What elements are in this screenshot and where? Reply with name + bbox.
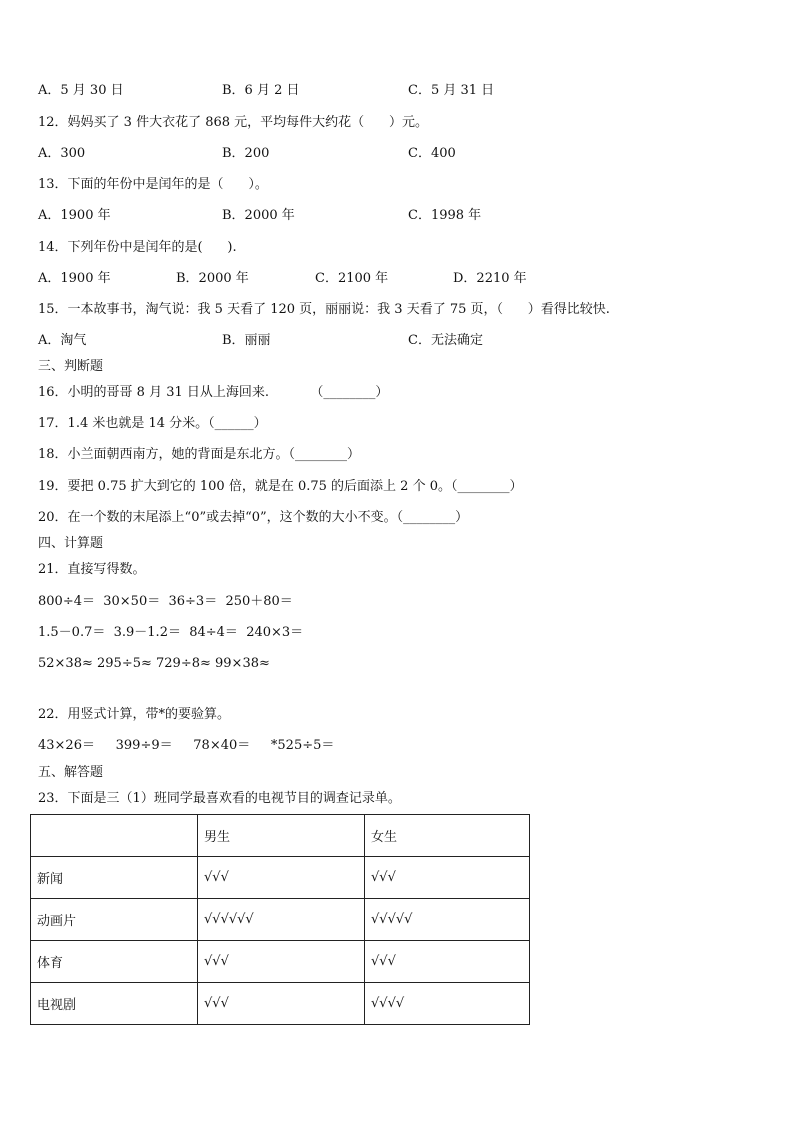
- table-cell: √√√: [365, 941, 530, 983]
- q21-row-3: 52×38≈ 295÷5≈ 729÷8≈ 99×38≈: [38, 656, 270, 671]
- table-row: [31, 857, 530, 899]
- q13-option-c: C．1998 年: [408, 208, 482, 223]
- table-cell: √√√: [198, 857, 365, 899]
- table-header-cell: 女生: [365, 815, 530, 857]
- table-header-cell: 男生: [198, 815, 365, 857]
- table-cell: 动画片: [31, 899, 198, 941]
- table-cell: 电视剧: [31, 983, 198, 1025]
- q14-option-a: A．1900 年: [38, 271, 111, 286]
- q21-stem: 21．直接写得数。: [38, 562, 146, 577]
- q15-option-a: A．淘气: [38, 333, 87, 348]
- q15-stem: 15．一本故事书，淘气说：我 5 天看了 120 页，丽丽说：我 3 天看了 75 页，（ ）看得比较快.: [38, 302, 610, 317]
- q12-option-c: C．400: [408, 146, 456, 161]
- q15-option-c: C．无法确定: [408, 333, 483, 348]
- table-cell: √√√√: [365, 983, 530, 1025]
- q16: 16．小明的哥哥 8 月 31 日从上海回来. （________）: [38, 385, 389, 400]
- q15-option-b: B．丽丽: [222, 333, 271, 348]
- table-cell: 体育: [31, 941, 198, 983]
- q12-stem: 12．妈妈买了 3 件大衣花了 868 元，平均每件大约花（ ）元。: [38, 115, 428, 130]
- q20: 20．在一个数的末尾添上“0”或去掉“0”，这个数的大小不变。（________）: [38, 510, 469, 525]
- section-heading-calculation: 四、计算题: [38, 536, 104, 551]
- q23-stem: 23．下面是三（1）班同学最喜欢看的电视节目的调查记录单。: [38, 791, 401, 806]
- q11-option-b: B．6 月 2 日: [222, 83, 300, 98]
- section-heading-judgement: 三、判断题: [38, 359, 104, 374]
- table-row: [31, 983, 530, 1025]
- table-cell: √√√: [365, 857, 530, 899]
- q14-option-c: C．2100 年: [315, 271, 389, 286]
- q22-row: 43×26＝ 399÷9＝ 78×40＝ *525÷5＝: [38, 738, 335, 753]
- q21-row-1: 800÷4＝ 30×50＝ 36÷3＝ 250＋80＝: [38, 594, 293, 609]
- table-row: [31, 899, 530, 941]
- q12-option-b: B．200: [222, 146, 270, 161]
- section-heading-word-problems: 五、解答题: [38, 765, 104, 780]
- table-header-cell: [31, 815, 198, 857]
- table-cell: √√√√√√: [198, 899, 365, 941]
- q13-stem: 13．下面的年份中是闰年的是（ ）。: [38, 177, 268, 192]
- q21-row-2: 1.5－0.7＝ 3.9－1.2＝ 84÷4＝ 240×3＝: [38, 625, 304, 640]
- q19: 19．要把 0.75 扩大到它的 100 倍，就是在 0.75 的后面添上 2 个 0。（________）: [38, 479, 523, 494]
- table-cell: 新闻: [31, 857, 198, 899]
- q18: 18．小兰面朝西南方，她的背面是东北方。（________）: [38, 447, 361, 462]
- q14-option-b: B．2000 年: [176, 271, 249, 286]
- q17: 17．1.4 米也就是 14 分米。（______）: [38, 416, 267, 431]
- survey-table: [30, 814, 530, 1025]
- table-row: [31, 941, 530, 983]
- q13-option-b: B．2000 年: [222, 208, 295, 223]
- q13-option-a: A．1900 年: [38, 208, 111, 223]
- q12-option-a: A．300: [38, 146, 86, 161]
- table-cell: √√√√√: [365, 899, 530, 941]
- table-cell: √√√: [198, 983, 365, 1025]
- q14-stem: 14．下列年份中是闰年的是( ).: [38, 240, 237, 255]
- q22-stem: 22．用竖式计算，带*的要验算。: [38, 707, 231, 722]
- table-cell: √√√: [198, 941, 365, 983]
- q11-option-a: A．5 月 30 日: [38, 83, 124, 98]
- q11-option-c: C．5 月 31 日: [408, 83, 495, 98]
- table-header-row: [31, 815, 530, 857]
- q14-option-d: D．2210 年: [453, 271, 527, 286]
